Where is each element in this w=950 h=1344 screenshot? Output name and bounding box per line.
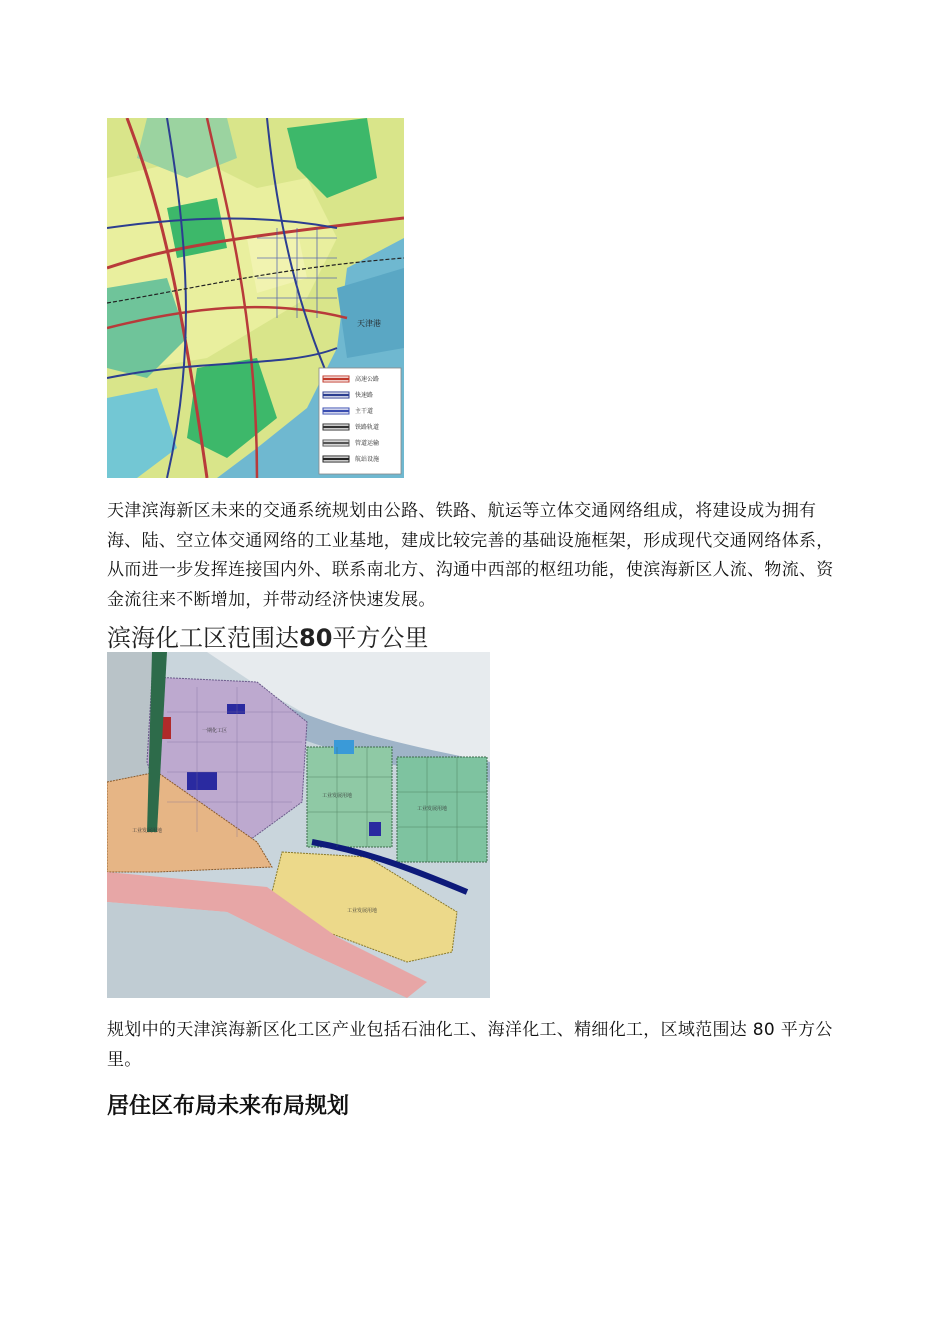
chemical-zone-paragraph: 规划中的天津滨海新区化工区产业包括石油化工、海洋化工、精细化工，区域范围达 80 平方公里。: [107, 1020, 833, 1070]
zone-label-purple: 一期化工区: [202, 728, 228, 734]
map-legend: [319, 368, 401, 474]
heading-suffix: 平方公里: [332, 624, 429, 652]
legend-label: 主干道: [355, 408, 374, 415]
transport-map-image: [107, 118, 404, 478]
chemical-zone-heading: [107, 621, 428, 655]
legend-label: 高速公路: [355, 376, 380, 383]
zone-label-orange: 工业发展用地: [132, 828, 163, 834]
legend-label: 快速路: [355, 392, 374, 399]
heading-number: 80: [299, 624, 333, 652]
legend-label: 航站设施: [355, 456, 380, 463]
transport-paragraph: 天津滨海新区未来的交通系统规划由公路、铁路、航运等立体交通网络组成，将建设成为拥有海、陆、空立体交通网络的工业基地，建成比较完善的基础设施框架，形成现代交通网络体系，从而进一步发挥连接国内外、联系南北方、沟通中西部的枢纽功能，使滨海新区人流、物流、资金流往来不断增加，并带动经济快速发展。: [107, 501, 834, 610]
zone-label-yellow: 工业发展用地: [347, 908, 378, 914]
zone-label-green-right: 工业发展用地: [417, 806, 448, 812]
port-label: 天津港: [357, 319, 381, 328]
legend-label: 铁路轨道: [355, 424, 380, 431]
chemical-zone-map-image: [107, 652, 490, 998]
zone-label-green-left: 工业发展用地: [322, 793, 353, 799]
legend-item: [323, 407, 373, 415]
heading-prefix: 滨海化工区范围达: [107, 624, 299, 652]
residential-heading: 居住区布局未来布局规划: [107, 1094, 350, 1119]
legend-label: 管道运输: [355, 440, 380, 447]
legend-item: [323, 391, 373, 399]
